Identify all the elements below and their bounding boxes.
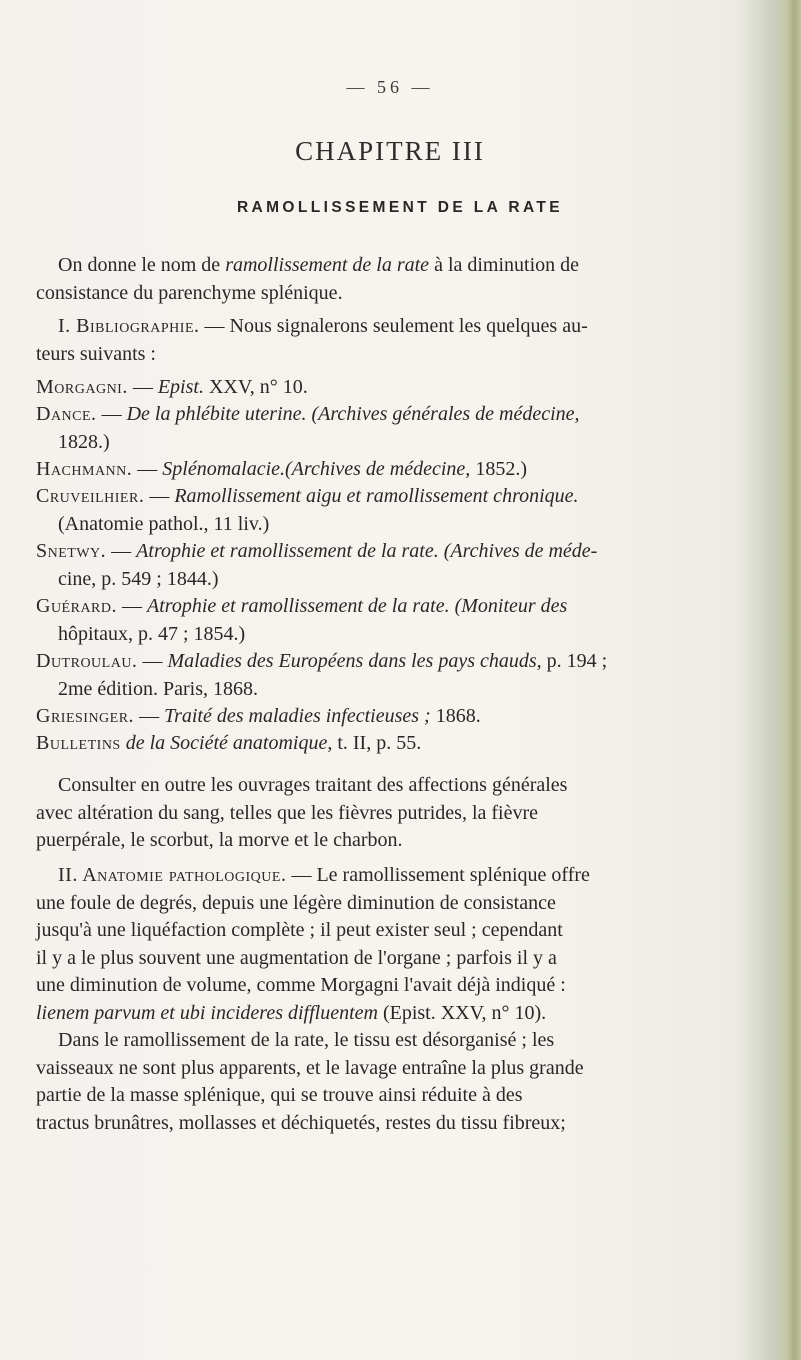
bib-entry-dutroulau: Dutroulau. — Maladies des Européens dans les pays chauds, p. 194 ; 2me édition. Paris, 1868. [36,650,608,700]
page-number: — 56 — [346,77,434,97]
bib-entry-griesinger: Griesinger. — Traité des maladies infectieuses ; 1868. [36,705,481,727]
bib-entry-cruveilhier: Cruveilhier. — Ramollissement aigu et ramollissement chronique. (Anatomie pathol., 11 liv.) [36,485,579,535]
latin-quote: lienem parvum et ubi incideres diffluentem [36,1001,378,1024]
anatomy-paragraph-2: Dans le ramollissement de la rate, le tissu est désorganisé ; les vaisseaux ne sont plus apparents, et le lavage entraîne la plus grande partie de la masse splénique, qui se trouve ainsi réduite à des tractus brunâtres, mollasses et déchiquetés, restes du tissu fibreux; [36,1029,584,1134]
bib-entry-morgagni: Morgagni. — Epist. XXV, n° 10. [36,376,308,398]
bib-entry-snetwy: Snetwy. — Atrophie et ramollissement de la rate. (Archives de méde- cine, p. 549 ; 1844.) [36,540,598,590]
chapter-subtitle: RAMOLLISSEMENT DE LA RATE [236,199,564,216]
bib-entry-guerard: Guérard. — Atrophie et ramollissement de la rate. (Moniteur des hôpitaux, p. 47 ; 1854.) [36,595,568,645]
bib-entry-dance: Dance. — De la phlébite uterine. (Archives générales de médecine, 1828.) [36,403,580,453]
consult-paragraph: Consulter en outre les ouvrages traitant des affections générales avec altération du sang, telles que les fièvres putrides, la fièvre puerpérale, le scorbut, la morve et le charbon. [36,774,568,851]
bib-entry-bulletins: Bulletins de la Société anatomique, t. II, p. 55. [36,732,422,754]
anatomy-paragraph: II. Anatomie pathologique. — Le ramollissement splénique offre une foule de degrés, depuis une légère diminution de consistance jusqu'à une liquéfaction complète ; il peut exister seul ; cependant il y a le plus souvent une augmentation de l'organe ; parfois il y a une diminution de volume, comme Morgagni l'avait déjà indiqué : lienem parvum et ubi incideres diffluentem (Epist. XXV, n° 10). [36,864,590,1024]
chapter-title: CHAPITRE III [295,136,485,166]
bibliography-heading: I. Bibliographie. — Nous signalerons seulement les quelques au- teurs suivants : [36,315,588,365]
bib-entry-hachmann: Hachmann. — Splénomalacie.(Archives de médecine, 1852.) [36,458,527,480]
intro-paragraph: On donne le nom de ramollissement de la rate à la diminution de consistance du parenchyme splénique. [36,254,580,304]
